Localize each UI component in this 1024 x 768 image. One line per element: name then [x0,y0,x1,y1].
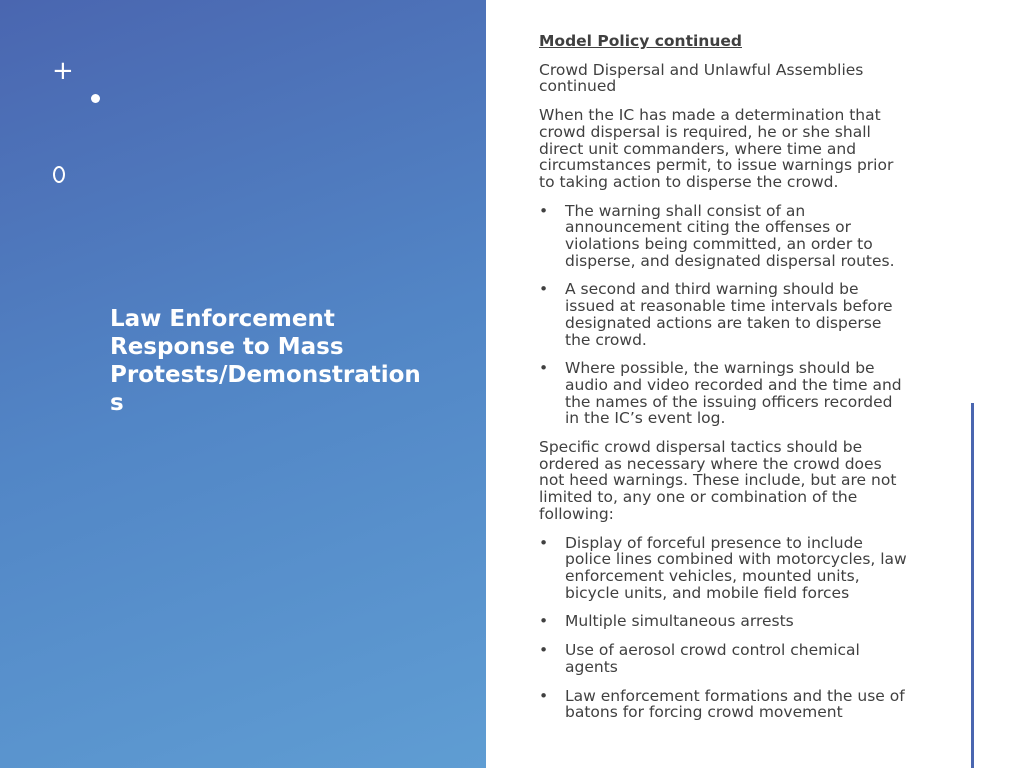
intro-paragraph: When the IC has made a determination that crowd dispersal is required, he or she shall direct unit commanders, where time and circumstances permit, to issue warnings prior to taking action to disperse the crowd. [539,106,894,191]
warning-list [539,203,929,427]
title-panel [0,0,486,768]
list-item: • A second and third warning should be issued at reasonable time intervals before designated actions are taken to disperse the crowd. [539,281,929,348]
accent-divider [971,403,974,768]
list-item: • Display of forceful presence to include police lines combined with motorcycles, law enforcement vehicles, mounted units, bicycle units, and mobile field forces [539,535,929,602]
policy-content [539,33,929,733]
list-item: • The warning shall consist of an announcement citing the offenses or violations being committed, an order to disperse, and designated dispersal routes. [539,203,929,270]
tactics-paragraph: Specific crowd dispersal tactics should be ordered as necessary where the crowd does not heed warnings. These include, but are not limited to, any one or combination of the following: [539,438,897,523]
section-subheading: Crowd Dispersal and Unlawful Assemblies continued [539,60,864,96]
section-heading: Model Policy continued [539,32,742,50]
list-item: • Law enforcement formations and the use of batons for forcing crowd movement [539,688,929,721]
slide-title: Law Enforcement Response to Mass Protests/Demonstration s [110,306,421,416]
dot-icon [91,94,100,103]
tactics-list [539,535,929,721]
list-item: • Where possible, the warnings should be audio and video recorded and the time and the names of the issuing officers recorded in the IC’s event log. [539,360,929,427]
list-item: • Use of aerosol crowd control chemical agents [539,642,929,675]
plus-icon: + [52,56,74,86]
list-item: • Multiple simultaneous arrests [539,613,929,630]
ring-icon [53,166,65,183]
